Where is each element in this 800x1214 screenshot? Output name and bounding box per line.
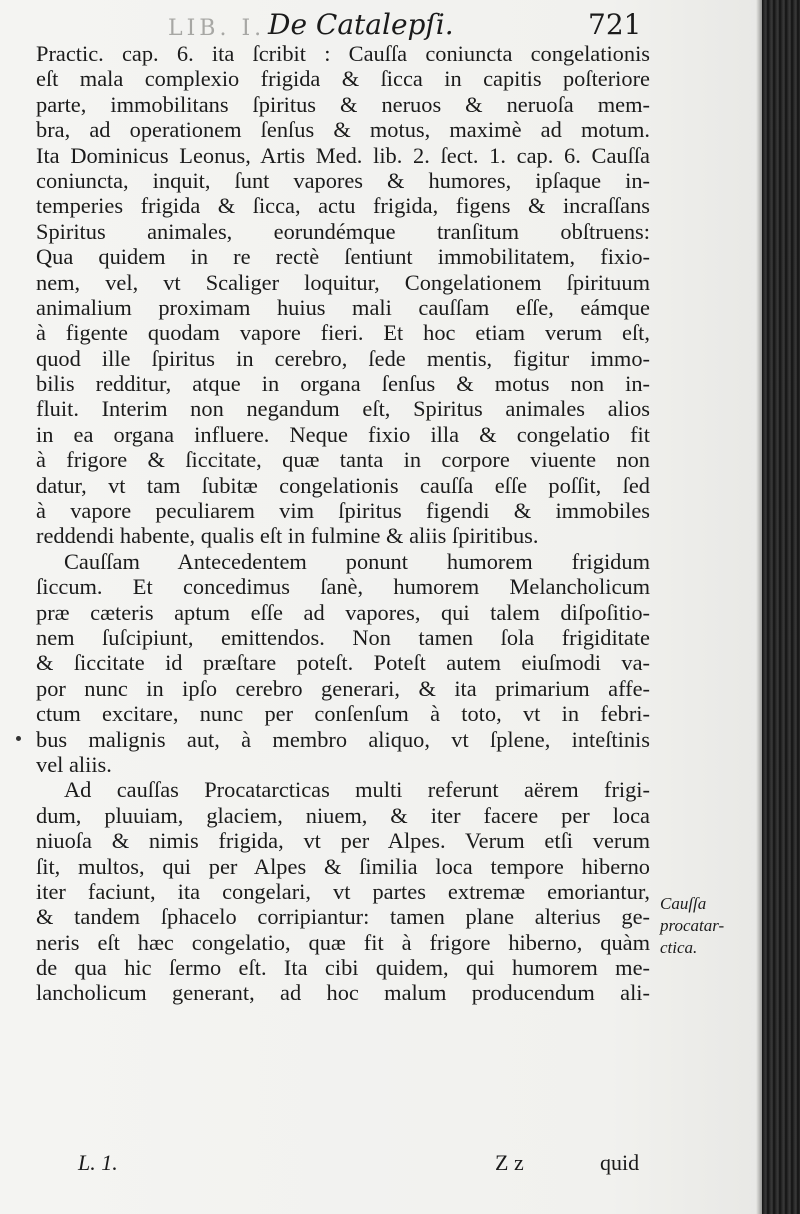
ink-speck bbox=[16, 736, 21, 741]
text-line: Ad cauſſas Procatarcticas multi referunt aërem frigi- bbox=[64, 777, 650, 803]
text-line: datur, vt tam ſubitæ congelationis cauſſa eſſe poſſit, ſed bbox=[36, 472, 650, 498]
text-line: neris eſt hæc congelatio, quæ fit à frigore hiberno, quàm bbox=[36, 929, 650, 955]
text-line: animalium proximam huius mali cauſſam eſſe, eámque bbox=[36, 294, 650, 320]
text-line: niuoſa & nimis frigida, vt per Alpes. Verum etſi verum bbox=[36, 828, 650, 854]
page-number: 721 bbox=[588, 8, 642, 41]
text-line: à frigore & ſiccitate, quæ tanta in corpore viuente non bbox=[36, 447, 650, 473]
text-line: iter faciunt, ita congelari, vt partes extremæ emoriantur, bbox=[36, 878, 650, 904]
text-line: Cauſſam Antecedentem ponunt humorem frigidum bbox=[64, 548, 650, 574]
text-line: coniuncta, inquit, ſunt vapores & humores, ipſaque in- bbox=[36, 167, 650, 193]
text-line: Practic. cap. 6. ita ſcribit : Cauſſa coniuncta congelationis bbox=[36, 41, 650, 66]
text-line: quod ille ſpiritus in cerebro, ſede mentis, figitur immo- bbox=[36, 345, 650, 371]
text-line: vel aliis. bbox=[36, 751, 112, 777]
text-line: dum, pluuiam, glaciem, niuem, & iter facere per loca bbox=[36, 802, 650, 828]
catchword: quid bbox=[600, 1150, 640, 1175]
text-line: parte, immobilitans ſpiritus & neruos & neruoſa mem- bbox=[36, 91, 650, 117]
text-line: Ita Dominicus Leonus, Artis Med. lib. 2. ſect. 1. cap. 6. Cauſſa bbox=[36, 142, 650, 168]
book-binding-edge bbox=[762, 0, 800, 1214]
show-through-text: LIB. I. bbox=[168, 16, 266, 41]
text-line: nem ſuſcipiunt, emittendos. Non tamen ſola frigiditate bbox=[36, 624, 650, 650]
running-title: De Catalepſi. bbox=[268, 8, 454, 41]
marginal-note bbox=[660, 893, 760, 959]
marginal-note-line: Cauſſa bbox=[660, 894, 707, 913]
text-line: & tandem ſphacelo corripiantur: tamen plane alterius ge- bbox=[36, 904, 650, 930]
text-line: bra, ad operationem ſenſus & motus, maximè ad motum. bbox=[36, 117, 650, 143]
marginal-note-line: ctica. bbox=[660, 938, 698, 957]
text-line: à vapore peculiarem vim ſpiritus figendi & immobiles bbox=[36, 498, 650, 524]
text-line: nem, vel, vt Scaliger loquitur, Congelationem ſpirituum bbox=[36, 269, 650, 295]
text-line: & ſiccitate id præſtare poteſt. Poteſt autem eiuſmodi va- bbox=[36, 650, 650, 676]
body-text bbox=[36, 41, 650, 1006]
text-line: ctum excitare, nunc per conſenſum à toto, vt in febri- bbox=[36, 701, 650, 727]
text-line: de qua hic ſermo eſt. Ita cibi quidem, qui humorem me- bbox=[36, 955, 650, 981]
gathering-signature: Z z bbox=[495, 1150, 524, 1175]
text-line: reddendi habente, qualis eſt in fulmine & aliis ſpiritibus. bbox=[36, 523, 539, 549]
text-line: Qua quidem in re rectè ſentiunt immobilitatem, fixio- bbox=[36, 244, 650, 270]
book-signature: L. 1. bbox=[78, 1150, 118, 1175]
text-line: Spiritus animales, eorundémque tranſitum obſtruens: bbox=[36, 218, 650, 244]
page-footer bbox=[0, 1146, 762, 1176]
text-line: ſiccum. Et concedimus ſanè, humorem Melancholicum bbox=[36, 574, 650, 600]
text-line: præ cæteris aptum eſſe ad vapores, qui talem diſpoſitio- bbox=[36, 599, 650, 625]
text-line: bus malignis aut, à membro aliquo, vt ſplene, inteſtinis bbox=[36, 726, 650, 752]
page-header bbox=[0, 6, 762, 42]
text-line: fluit. Interim non negandum eſt, Spiritus animales alios bbox=[36, 396, 650, 422]
text-line: à figente quodam vapore fieri. Et hoc etiam verum eſt, bbox=[36, 320, 650, 346]
text-line: ſit, multos, qui per Alpes & ſimilia loca tempore hiberno bbox=[36, 853, 650, 879]
marginal-note-line: procatar- bbox=[660, 916, 725, 935]
text-line: lancholicum generant, ad hoc malum producendum ali- bbox=[36, 980, 650, 1006]
text-line: por nunc in ipſo cerebro generari, & ita primarium affe- bbox=[36, 675, 650, 701]
text-line: in ea organa influere. Neque fixio illa & congelatio fit bbox=[36, 421, 650, 447]
text-line: bilis redditur, atque in organa ſenſus & motus non in- bbox=[36, 371, 650, 397]
text-line: temperies frigida & ſicca, actu frigida, figens & incraſſans bbox=[36, 193, 650, 219]
text-line: eſt mala complexio frigida & ſicca in capitis poſteriore bbox=[36, 66, 650, 92]
